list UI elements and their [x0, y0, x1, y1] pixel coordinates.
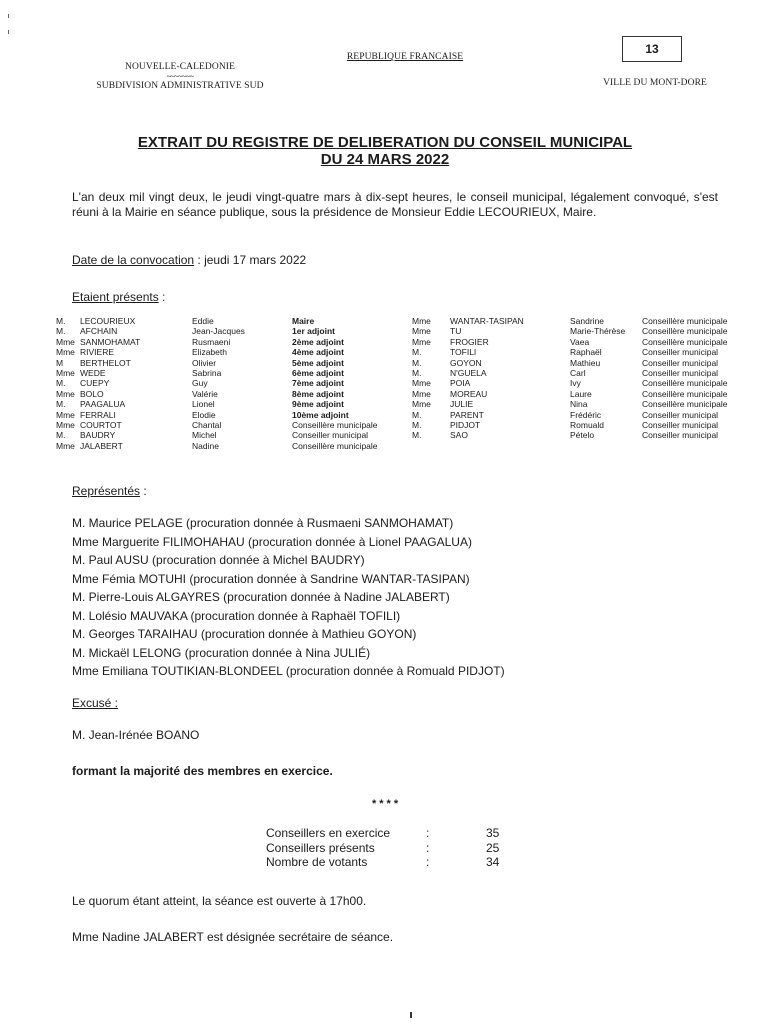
- stat-label: Conseillers présents: [266, 840, 375, 855]
- attendee-title: Mme: [56, 347, 75, 358]
- represented-heading: [72, 484, 147, 498]
- quorum-statement: Le quorum étant atteint, la séance est ouverte à 17h00.: [72, 894, 367, 908]
- represented-suffix: :: [140, 484, 147, 498]
- attendee-role: 7ème adjoint: [292, 378, 344, 389]
- attendee-title: M.: [56, 399, 66, 410]
- header-ornament: ~~~~~~~: [166, 72, 194, 81]
- attendee-role: 2ème adjoint: [292, 336, 344, 347]
- excused-label: Excusé :: [72, 696, 119, 710]
- attendee-firstname: Vaea: [570, 336, 590, 347]
- separator-stars: ****: [372, 798, 402, 810]
- attendee-title: [412, 441, 450, 451]
- attendee-row: [56, 358, 752, 368]
- attendee-role: 9ème adjoint: [292, 399, 344, 410]
- attendee-firstname: Sabrina: [192, 368, 222, 379]
- attendee-surname: COURTOT: [80, 420, 122, 431]
- attendee-row: [56, 316, 752, 326]
- scan-mark: [8, 14, 9, 18]
- attendee-role: 4ème adjoint: [292, 347, 344, 358]
- attendee-role: Conseiller municipal: [642, 420, 719, 431]
- attendee-firstname: Lionel: [192, 399, 215, 410]
- convocation-value: : jeudi 17 mars 2022: [194, 253, 307, 267]
- attendee-surname: TU: [450, 326, 462, 337]
- attendee-role: Conseiller municipal: [642, 347, 719, 358]
- attendee-firstname: Chantal: [192, 420, 222, 431]
- attendee-firstname: Guy: [192, 378, 208, 389]
- attendees-table: [56, 316, 752, 451]
- attendee-firstname: Marie-Thérèse: [570, 326, 626, 337]
- stat-separator: :: [426, 826, 430, 840]
- page-mark: [410, 1012, 412, 1018]
- attendee-title: M.: [412, 347, 422, 358]
- attendee-surname: MOREAU: [450, 388, 488, 399]
- attendee-role: Conseiller municipal: [642, 368, 719, 379]
- attendee-title: Mme: [412, 316, 431, 326]
- stat-row: [266, 841, 526, 856]
- attendee-firstname: Jean-Jacques: [192, 326, 245, 337]
- represented-item: M. Mickaël LELONG (procuration donnée à Nina JULIÉ): [72, 645, 371, 660]
- attendee-role: 5ème adjoint: [292, 357, 344, 368]
- attendee-firstname: [570, 441, 642, 451]
- attendee-row: [56, 389, 752, 399]
- attendee-surname: WANTAR-TASIPAN: [450, 316, 524, 326]
- attendee-row: [56, 420, 752, 430]
- attendee-role: Conseiller municipal: [642, 357, 719, 368]
- secretary-statement: Mme Nadine JALABERT est désignée secrétaire de séance.: [72, 930, 394, 944]
- attendee-title: Mme: [412, 388, 431, 399]
- stat-separator: :: [426, 855, 430, 869]
- attendee-role: 10ème adjoint: [292, 409, 349, 420]
- attendee-title: M.: [412, 430, 422, 441]
- attendee-firstname: Michel: [192, 430, 217, 441]
- intro-paragraph: L'an deux mil vingt deux, le jeudi vingt-quatre mars à dix-sept heures, le conseil municipal, légalement convoqué, s'est réuni à la Mairie en séance publique, sous la présidence de Monsieur Eddie LECOURIEUX, Maire.: [72, 190, 718, 219]
- attendee-row: [56, 378, 752, 388]
- attendee-role: 8ème adjoint: [292, 388, 344, 399]
- attendee-role: Conseillère municipale: [642, 316, 728, 326]
- attendee-role: Conseillère municipale: [642, 326, 728, 337]
- stat-row: [266, 826, 526, 841]
- attendee-surname: GOYON: [450, 357, 482, 368]
- attendee-row: [56, 410, 752, 420]
- stat-row: [266, 855, 526, 870]
- attendee-surname: FROGIER: [450, 336, 489, 347]
- attendee-surname: BOLO: [80, 388, 104, 399]
- attendee-title: Mme: [56, 336, 75, 347]
- attendee-title: M: [56, 357, 64, 368]
- attendee-row: [56, 347, 752, 357]
- attendee-firstname: Sandrine: [570, 316, 605, 326]
- attendee-surname: FERRALI: [80, 409, 116, 420]
- attendee-role: Maire: [292, 316, 315, 326]
- attendee-role: Conseiller municipal: [292, 430, 369, 441]
- attendee-surname: BERTHELOT: [80, 357, 131, 368]
- attendee-firstname: Ivy: [570, 378, 581, 389]
- attendee-title: Mme: [56, 388, 75, 399]
- stat-separator: :: [426, 840, 430, 855]
- attendee-firstname: Valérie: [192, 388, 218, 399]
- attendee-title: M.: [412, 357, 422, 368]
- attendee-role: Conseillère municipale: [292, 420, 378, 431]
- attendee-surname: TOFILI: [450, 347, 477, 358]
- stat-value: 34: [486, 855, 500, 869]
- attendee-role: [642, 441, 752, 451]
- represented-item: Mme Marguerite FILIMOHAHAU (procuration donnée à Lionel PAAGALUA): [72, 534, 472, 549]
- represented-item: M. Georges TARAIHAU (procuration donnée à Mathieu GOYON): [72, 627, 417, 641]
- quorum-stats: [266, 826, 526, 870]
- represented-label: Représentés: [72, 484, 141, 498]
- represented-item: Mme Emiliana TOUTIKIAN-BLONDEEL (procuration donnée à Romuald PIDJOT): [72, 664, 505, 678]
- attendee-firstname: Laure: [570, 388, 592, 399]
- represented-item: M. Lolésio MAUVAKA (procuration donnée à Raphaël TOFILI): [72, 608, 401, 623]
- attendee-title: Mme: [56, 420, 75, 431]
- attendee-row: [56, 399, 752, 409]
- attendee-title: Mme: [412, 336, 431, 347]
- attendee-firstname: Pételo: [570, 430, 595, 441]
- attendee-role: Conseillère municipale: [292, 440, 378, 451]
- attendee-role: Conseillère municipale: [642, 336, 728, 347]
- attendee-role: Conseiller municipal: [642, 409, 719, 420]
- attendee-role: Conseillère municipale: [642, 388, 728, 399]
- attendee-role: Conseillère municipale: [642, 378, 728, 389]
- scan-mark: [8, 30, 9, 34]
- attendee-title: M.: [56, 326, 66, 337]
- attendee-title: M.: [56, 316, 66, 326]
- attendee-row: [56, 326, 752, 336]
- majority-statement: formant la majorité des membres en exercice.: [72, 764, 333, 778]
- attendee-surname: [450, 441, 570, 451]
- attendee-firstname: Olivier: [192, 357, 217, 368]
- title-line-2: DU 24 MARS 2022: [320, 151, 450, 168]
- attendee-firstname: Nadine: [192, 440, 219, 451]
- attendee-title: Mme: [412, 378, 431, 389]
- attendee-row: [56, 368, 752, 378]
- subdivision-name: SUBDIVISION ADMINISTRATIVE SUD: [96, 81, 264, 91]
- attendee-title: Mme: [412, 399, 431, 410]
- attendee-surname: CUEPY: [80, 378, 110, 389]
- stat-label: Conseillers en exercice: [266, 826, 391, 840]
- attendee-row: [56, 430, 752, 440]
- attendee-surname: PAAGALUA: [80, 399, 126, 410]
- attendee-firstname: Elizabeth: [192, 347, 227, 358]
- attendee-role: Conseillère municipale: [642, 399, 728, 410]
- convocation-line: [72, 253, 306, 267]
- attendee-firstname: Carl: [570, 368, 586, 379]
- attendee-title: M.: [412, 420, 422, 431]
- attendee-surname: LECOURIEUX: [80, 316, 136, 326]
- represented-item: Mme Fémia MOTUHI (procuration donnée à Sandrine WANTAR-TASIPAN): [72, 571, 470, 586]
- presents-suffix: :: [158, 290, 166, 304]
- convocation-label: Date de la convocation: [72, 253, 195, 267]
- attendee-firstname: Mathieu: [570, 357, 601, 368]
- represented-list: [72, 514, 505, 681]
- attendee-role: Conseiller municipal: [642, 430, 719, 441]
- attendee-surname: RIVIERE: [80, 347, 115, 358]
- attendee-title: M.: [56, 378, 66, 389]
- attendee-title: Mme: [56, 440, 75, 451]
- attendee-firstname: Elodie: [192, 409, 216, 420]
- attendee-firstname: Romuald: [570, 420, 605, 431]
- attendee-surname: SANMOHAMAT: [80, 336, 141, 347]
- attendee-title: Mme: [56, 409, 75, 420]
- attendee-surname: POIA: [450, 378, 471, 389]
- attendee-surname: AFCHAIN: [80, 326, 118, 337]
- represented-item: M. Maurice PELAGE (procuration donnée à Rusmaeni SANMOHAMAT): [72, 516, 454, 530]
- attendee-title: Mme: [412, 326, 431, 337]
- excused-member: M. Jean-Irénée BOANO: [72, 728, 200, 742]
- attendee-firstname: Eddie: [192, 316, 214, 326]
- attendee-surname: N'GUELA: [450, 368, 487, 379]
- presents-heading: [72, 290, 165, 304]
- attendee-surname: JALABERT: [80, 440, 123, 451]
- attendee-surname: WEDE: [80, 368, 106, 379]
- attendee-surname: BAUDRY: [80, 430, 116, 441]
- attendee-firstname: Nina: [570, 399, 588, 410]
- document-title: [60, 134, 710, 168]
- header-left: [80, 62, 280, 91]
- republic-heading: REPUBLIQUE FRANCAISE: [346, 52, 464, 62]
- attendee-title: Mme: [56, 368, 75, 379]
- title-line-1: EXTRAIT DU REGISTRE DE DELIBERATION DU CONSEIL MUNICIPAL: [137, 134, 633, 151]
- attendee-surname: JULIE: [450, 399, 474, 410]
- represented-item: M. Pierre-Louis ALGAYRES (procuration donnée à Nadine JALABERT): [72, 590, 450, 604]
- city-name: VILLE DU MONT-DORE: [603, 78, 707, 88]
- attendee-role: 6ème adjoint: [292, 368, 344, 379]
- attendee-title: M.: [412, 409, 422, 420]
- territory-name: NOUVELLE-CALEDONIE: [125, 62, 235, 72]
- stat-value: 25: [486, 840, 500, 855]
- attendee-row: [56, 441, 752, 451]
- stat-value: 35: [486, 826, 500, 840]
- attendee-firstname: Frédéric: [570, 409, 602, 420]
- attendee-surname: PIDJOT: [450, 420, 481, 431]
- attendee-title: M.: [412, 368, 422, 379]
- stat-label: Nombre de votants: [266, 855, 368, 869]
- attendee-row: [56, 337, 752, 347]
- attendee-firstname: Rusmaeni: [192, 336, 231, 347]
- presents-label: Etaient présents: [72, 290, 159, 304]
- attendee-role: 1er adjoint: [292, 326, 335, 337]
- attendee-surname: PARENT: [450, 409, 484, 420]
- page-number-box: 13: [622, 36, 682, 62]
- represented-item: M. Paul AUSU (procuration donnée à Michel BAUDRY): [72, 553, 365, 567]
- attendee-surname: SAO: [450, 430, 468, 441]
- attendee-title: M.: [56, 430, 66, 441]
- attendee-firstname: Raphaël: [570, 347, 602, 358]
